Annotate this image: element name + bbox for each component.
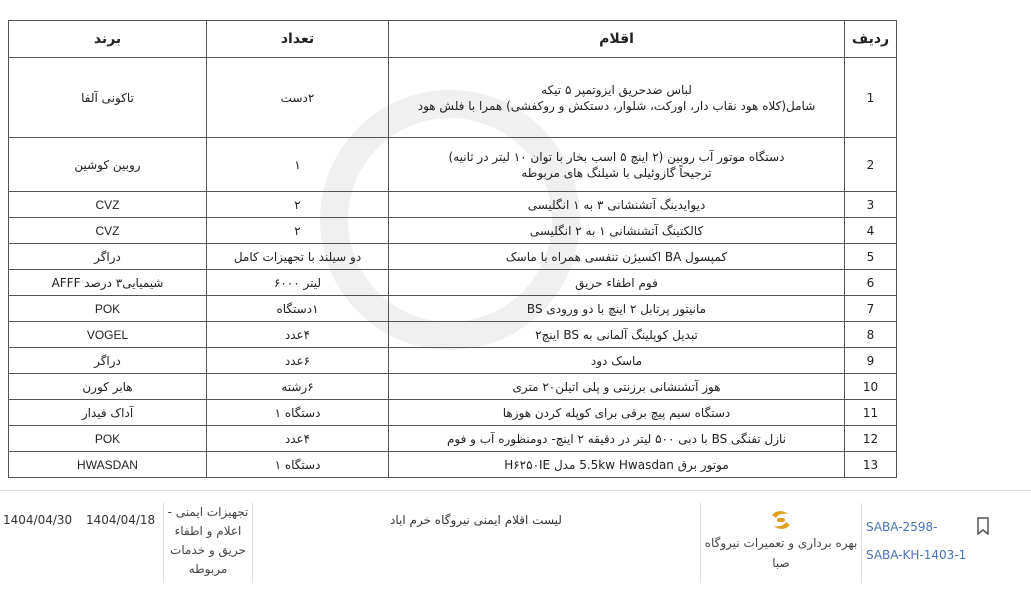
row-item: موتور برق 5.5kw Hwasdan مدل H۶۲۵۰IE <box>389 452 845 478</box>
row-item: کمپسول BA اکسیژن تنفسی همراه با ماسک <box>389 244 845 270</box>
row-brand: POK <box>9 296 207 322</box>
row-qty: ۲ <box>207 192 389 218</box>
table-row <box>9 192 897 218</box>
row-number: 2 <box>845 138 897 192</box>
end-date: 1404/04/30 <box>3 513 73 527</box>
row-number: 13 <box>845 452 897 478</box>
table-header-row <box>9 21 897 58</box>
row-item: کالکتینگ آتشنشانی ۱ به ۲ انگلیسی <box>389 218 845 244</box>
row-item: دستگاه سیم پیچ برقی برای کوپله کردن هوزها <box>389 400 845 426</box>
table-row <box>9 244 897 270</box>
row-item-line2: شامل(کلاه هود نقاب دار، اورکت، شلوار، دستکش و روکفشی) همرا با فلش هود <box>417 98 816 113</box>
row-number: 6 <box>845 270 897 296</box>
row-number: 11 <box>845 400 897 426</box>
row-number: 5 <box>845 244 897 270</box>
row-qty: دو سیلند با تجهیزات کامل <box>207 244 389 270</box>
row-qty: ۱دستگاه <box>207 296 389 322</box>
items-table <box>8 20 897 478</box>
row-brand: CVZ <box>9 218 207 244</box>
row-brand: آداک فیدار <box>9 400 207 426</box>
row-qty: ۲ <box>207 218 389 244</box>
row-qty: ۴عدد <box>207 322 389 348</box>
row-item-line1: دستگاه موتور آب روبین (۲ اینچ ۵ اسب بخار با توان ۱۰ لیتر در ثانیه) <box>448 149 785 164</box>
row-item <box>389 138 845 192</box>
table-row <box>9 138 897 192</box>
row-item-line1: لباس ضدحریق ایزوتمپر ۵ تیکه <box>541 82 692 97</box>
row-number: 10 <box>845 374 897 400</box>
row-brand: VOGEL <box>9 322 207 348</box>
table-row <box>9 270 897 296</box>
row-item: دیوایدینگ آتشنشانی ۳ به ۱ انگلیسی <box>389 192 845 218</box>
table-row <box>9 348 897 374</box>
row-brand: تاکونی آلفا <box>9 58 207 138</box>
header-quantity: تعداد <box>207 21 389 58</box>
row-item: فوم اطفاء حریق <box>389 270 845 296</box>
listing-title[interactable]: لیست اقلام ایمنی نیروگاه خرم اباد <box>390 513 562 527</box>
row-number: 12 <box>845 426 897 452</box>
row-number: 9 <box>845 348 897 374</box>
table-row <box>9 426 897 452</box>
start-date: 1404/04/18 <box>86 513 156 527</box>
row-item: هوز آتشنشانی برزنتی و پلی اتیلن۲۰ متری <box>389 374 845 400</box>
row-number: 3 <box>845 192 897 218</box>
category-text: تجهیزات ایمنی - اعلام و اطفاء حریق و خدمات مربوطه <box>163 503 253 583</box>
table-row <box>9 58 897 138</box>
header-items: اقلام <box>389 21 845 58</box>
header-brand: برند <box>9 21 207 58</box>
row-qty: ۲دست <box>207 58 389 138</box>
row-brand: دراگر <box>9 348 207 374</box>
row-brand: شیمیایی۳ درصد AFFF <box>9 270 207 296</box>
table-row <box>9 400 897 426</box>
row-brand: POK <box>9 426 207 452</box>
row-number: 1 <box>845 58 897 138</box>
row-item <box>389 58 845 138</box>
table-row <box>9 218 897 244</box>
header-row-number: ردیف <box>845 21 897 58</box>
bookmark-icon[interactable] <box>975 517 991 535</box>
table-row <box>9 374 897 400</box>
table-row <box>9 322 897 348</box>
table-row <box>9 296 897 322</box>
table-row <box>9 452 897 478</box>
row-item: مانیتور پرتابل ۲ اینچ با دو ورودی BS <box>389 296 845 322</box>
tender-listing-row[interactable] <box>0 490 1031 614</box>
row-qty: ۴عدد <box>207 426 389 452</box>
row-qty: لیتر ۶۰۰۰ <box>207 270 389 296</box>
saba-logo-icon <box>768 509 794 531</box>
row-brand: هابر کورن <box>9 374 207 400</box>
row-qty: ۱ <box>207 138 389 192</box>
row-qty: ۶عدد <box>207 348 389 374</box>
row-number: 7 <box>845 296 897 322</box>
row-item-line2: ترجیحاً گازوئیلی با شیلنگ های مربوطه <box>521 165 712 180</box>
row-item: نازل تفنگی BS با دبی ۵۰۰ لیتر در دقیقه ۲ اینچ- دومنظوره آب و فوم <box>389 426 845 452</box>
row-item: تبدیل کوپلینگ آلمانی به BS اینچ۲ <box>389 322 845 348</box>
row-qty: دستگاه ۱ <box>207 400 389 426</box>
row-number: 4 <box>845 218 897 244</box>
row-qty: ۶رشته <box>207 374 389 400</box>
row-brand: روبین کوشین <box>9 138 207 192</box>
row-brand: دراگر <box>9 244 207 270</box>
organization-name: بهره برداری و تعمیرات نیروگاه صبا <box>704 536 858 570</box>
row-qty: دستگاه ۱ <box>207 452 389 478</box>
row-brand: HWASDAN <box>9 452 207 478</box>
organization <box>700 503 862 583</box>
tender-code[interactable]: SABA-2598-SABA-KH-1403-1 <box>866 520 967 562</box>
row-brand: CVZ <box>9 192 207 218</box>
row-number: 8 <box>845 322 897 348</box>
row-item: ماسک دود <box>389 348 845 374</box>
